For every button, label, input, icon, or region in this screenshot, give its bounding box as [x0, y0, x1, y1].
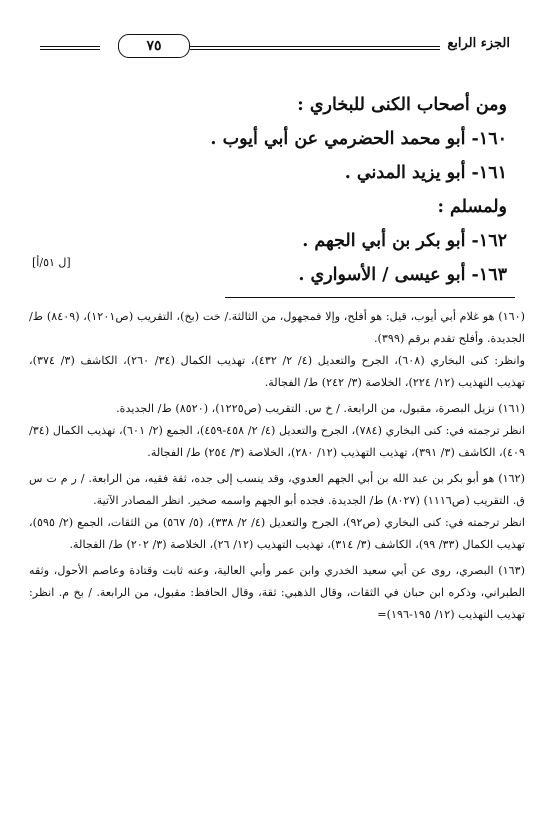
footnote-paragraph: (١٦١) نزيل البصرة، مقبول، من الرابعة. / خ س. التقريب (ص١٢٢٥)، (٨٥٢٠) ط/ الجديدة. [116, 402, 525, 415]
page-header [40, 34, 510, 64]
manuscript-folio-reference: [ل ٥١/أ] [32, 256, 71, 269]
header-rule-right [190, 46, 440, 50]
section-heading-bukhari: ومن أصحاب الكنى للبخاري : [297, 95, 507, 115]
footnote-161 [29, 398, 525, 464]
section-heading-muslim: ولمسلم : [437, 197, 507, 217]
entry-163: ١٦٣- أبو عيسى / الأسواري . [298, 265, 507, 285]
main-text [77, 88, 507, 292]
running-title: الجزء الرابع [447, 36, 510, 51]
footnotes [29, 306, 525, 630]
footnote-paragraph: انظر ترجمته في: كنى البخاري (ص٩٢)، الجرح والتعديل (٤/ ٢/ ٣٣٨)، (٥/ ٥٦٧) من الثقات، الجمع (٢/ ٥٩٥)، تهذيب الكمال (٣٣/ ٩٩)، الكاشف (٣/ ٣١٤)، تهذيب التهذيب (١٢/ ٢٦)، الخلاصة (٣/ ٢٠٢) ط/ الفجالة. [29, 516, 526, 551]
footnote-162 [29, 468, 525, 556]
footnote-paragraph: وانظر: كنى البخاري (٦٠٨)، الجرح والتعديل (٤/ ٢/ ٤٣٢)، تهذيب الكمال (٣٤/ ٢٦٠)، الكاشف (٣/ ٣٧٤)، تهذيب التهذيب (١٢/ ٢٢٤)، الخلاصة (٣/ ٢٤٢) ط/ الفجالة. [29, 354, 526, 389]
footnote-paragraph: (١٦٢) هو أبو بكر بن عبد الله بن أبي الجهم العدوي، وقد ينسب إلى جده، ثقة فقيه، من الرابعة. / ر م ت س ق. التقريب (ص١١١٦) (٨٠٢٧) ط/ الجديدة. فجده أبو الجهم واسمه صخير. انظر المصادر الآتية. [29, 472, 525, 507]
footnote-paragraph: (١٦٣) البصري، روى عن أبي سعيد الخدري وابن عمر وأبي العالية، وعنه ثابت وقتادة وعاصم الأحول، وثقه الطبراني، وذكره ابن حبان في الثقات، وقال الذهبي: ثقة، وقال الحافظ: مقبول، من الرابعة. / بخ م. انظر: تهذيب التهذيب (١٢/ ١٩٥-١٩٦)= [29, 564, 525, 621]
footnote-divider [225, 297, 515, 298]
footnote-163 [29, 560, 525, 626]
footnote-paragraph: انظر ترجمته في: كنى البخاري (٧٨٤)، الجرح والتعديل (٤/ ٢/ ٤٥٨-٤٥٩)، الجمع (٢/ ٦٠١)، تهذيب الكمال (٣٤/ ٤٠٩)، الكاشف (٣/ ٣٩١)، تهذيب التهذيب (١٢/ ٢٨٠)، الخلاصة (٣/ ٢٥٤) ط/ الفجالة. [29, 424, 526, 459]
footnote-160 [29, 306, 525, 394]
footnote-paragraph: (١٦٠) هو غلام أبي أيوب، قيل: هو أفلح، وإلا فمجهول، من الثالثة./ خت (بخ)، التقريب (ص١٢٠١)، (٨٤٠٩) ط/ الجديدة. وأفلح تقدم برقم (٣٩٩). [29, 310, 525, 345]
entry-161: ١٦١- أبو يزيد المدني . [344, 163, 507, 183]
entry-162: ١٦٢- أبو بكر بن أبي الجهم . [302, 231, 507, 251]
header-rule-left [40, 46, 100, 50]
page-number: ٧٥ [118, 34, 190, 58]
entry-160: ١٦٠- أبو محمد الحضرمي عن أبي أيوب . [210, 129, 507, 149]
